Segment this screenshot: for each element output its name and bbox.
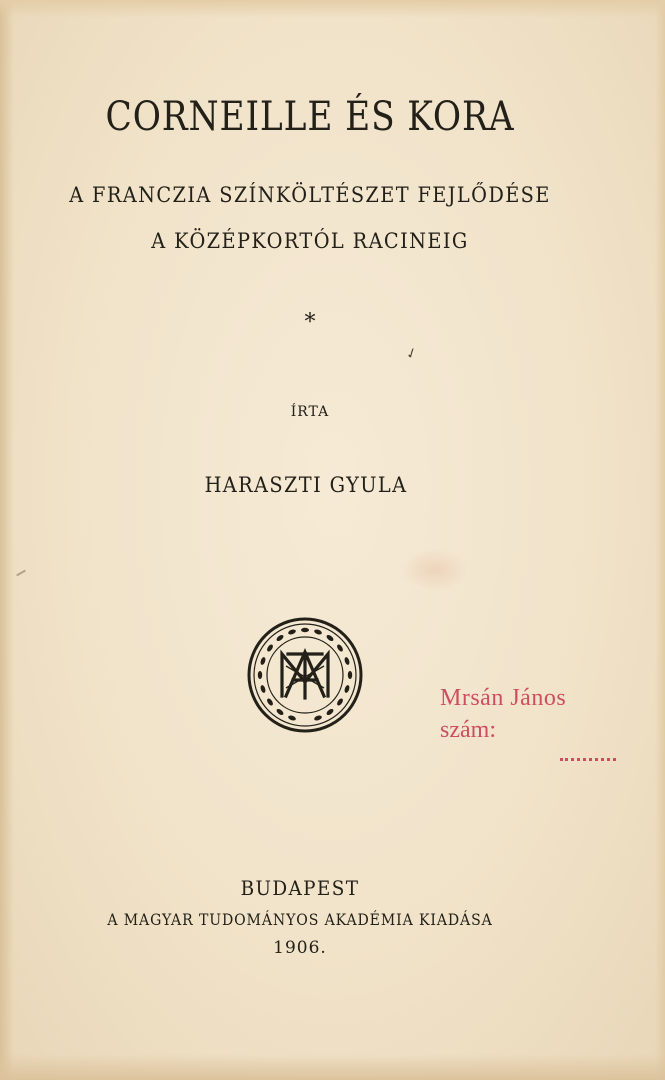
page-edge-right [655,0,665,1080]
stamp-number-dotted-line [560,758,616,761]
stamp-number-label: szám: [440,717,496,743]
stamp-owner-name: Mrsán János [440,685,567,711]
by-label: ÍRTA [290,404,330,420]
pencil-tick-mark: ✓ [403,344,421,364]
book-subtitle-line-2: A KÖZÉPKORTÓL RACINEIG [151,229,469,253]
page-edge-top [0,0,665,18]
author-name: HARASZTI GYULA [204,473,408,497]
page-edge-left [0,0,14,1080]
book-title: CORNEILLE ÉS KORA [105,94,515,140]
imprint-city: BUDAPEST [240,876,360,900]
asterisk-ornament: * [304,310,316,335]
book-subtitle-line-1: A FRANCZIA SZÍNKÖLTÉSZET FEJLŐDÉSE [69,183,551,207]
imprint-year: 1906. [273,938,327,958]
publisher-monogram-emblem-icon [246,616,364,734]
imprint-publisher: A MAGYAR TUDOMÁNYOS AKADÉMIA KIADÁSA [107,910,493,929]
ownership-stamp [440,682,566,746]
margin-mark [16,570,26,577]
paper-stain [400,548,470,592]
page-edge-bottom [0,1054,665,1080]
